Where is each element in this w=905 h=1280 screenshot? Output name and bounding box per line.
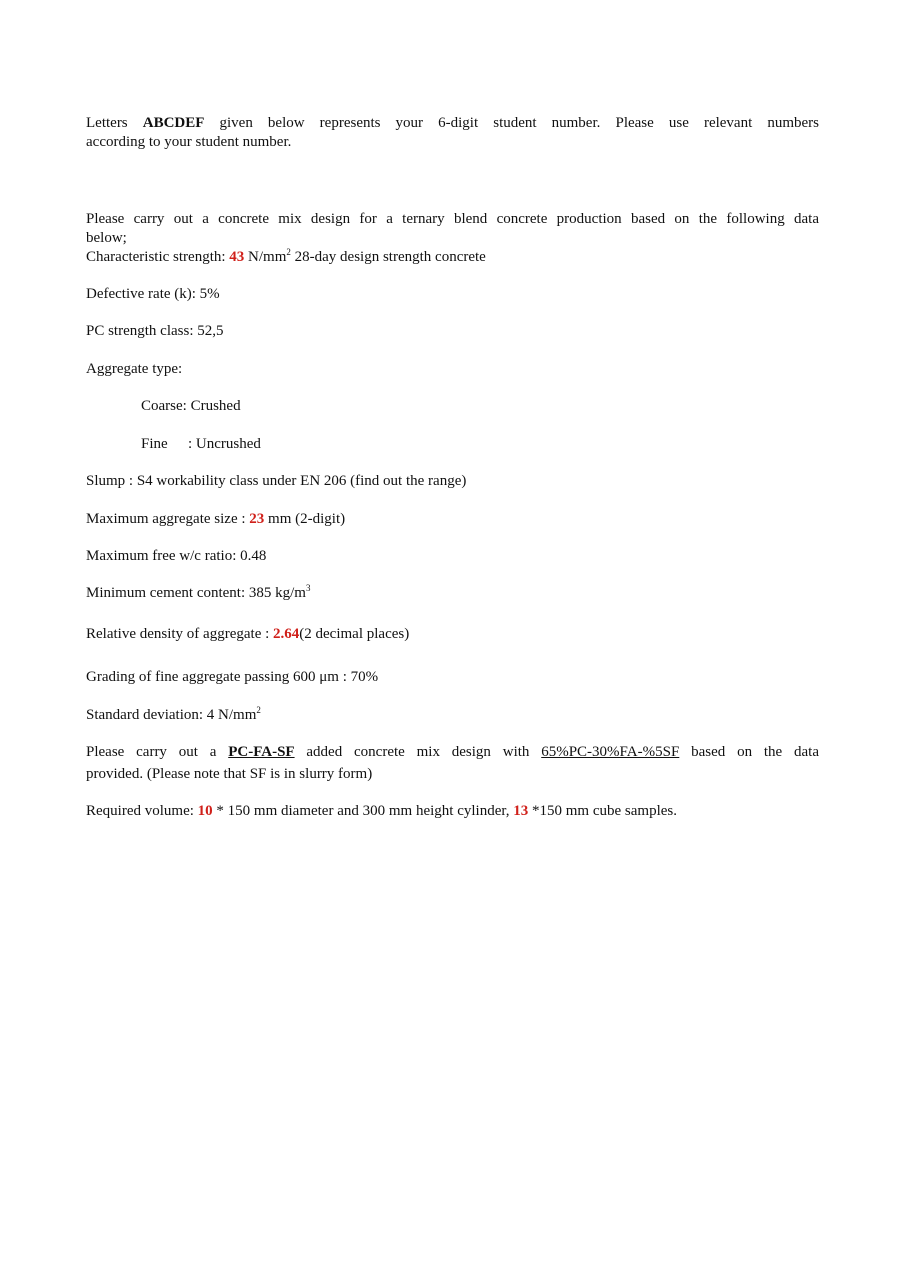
pc-strength-class: PC strength class: 52,5 xyxy=(86,323,224,339)
aggregate-fine: Fine : Uncrushed xyxy=(141,436,261,452)
task-line-1: Please carry out a concrete mix design for a ternary blend concrete production based on the following data xyxy=(86,211,819,227)
characteristic-strength: Characteristic strength: 43 $N/mm^2$ 28-day design strength concrete xyxy=(86,247,486,265)
task-line-2: below; xyxy=(86,230,127,246)
slump: Slump : S4 workability class under EN 206 (find out the range) xyxy=(86,473,467,489)
blend-mix-type: PC-FA-SF xyxy=(228,744,295,760)
blend-line-2: provided. (Please note that SF is in slurry form) xyxy=(86,766,373,782)
blend-line-1: Please carry out a PC-FA-SF added concrete mix design with 65%PC-30%FA-%5SF based on the data xyxy=(86,744,820,760)
defective-rate: Defective rate (k): 5% xyxy=(86,286,220,302)
max-aggregate-size-value: 23 xyxy=(249,511,265,527)
required-volume: Required volume: 10 * 150 mm diameter and 300 mm height cylinder, 13 *150 mm cube samples. xyxy=(86,803,677,819)
max-wc-ratio: Maximum free w/c ratio: 0.48 xyxy=(86,548,267,564)
min-cement-content: Minimum cement content: 385 $kg/m^3$ xyxy=(86,583,311,601)
blend-ratio: 65%PC-30%FA-%5SF xyxy=(541,744,680,760)
max-aggregate-size: Maximum aggregate size : 23 mm (2-digit) xyxy=(86,511,346,527)
aggregate-type-label: Aggregate type: xyxy=(86,361,183,377)
intro-line-2: according to your student number. xyxy=(86,134,292,150)
relative-density-value: 2.64 xyxy=(273,626,300,642)
document-page xyxy=(86,0,819,1280)
cylinder-count: 10 xyxy=(197,803,213,819)
characteristic-strength-value: 43 xyxy=(229,249,245,265)
cube-count: 13 xyxy=(513,803,529,819)
fine-aggregate-grading: Grading of fine aggregate passing 600 μm : 70% xyxy=(86,669,379,685)
standard-deviation: Standard deviation: 4 $N/mm^2$ xyxy=(86,705,261,723)
relative-density: Relative density of aggregate : 2.64(2 decimal places) xyxy=(86,626,410,642)
student-letters: ABCDEF xyxy=(142,115,205,131)
aggregate-coarse: Coarse: Crushed xyxy=(141,398,241,414)
intro-line-1: Letters ABCDEF given below represents your 6-digit student number. Please use relevant numbers xyxy=(86,115,820,131)
